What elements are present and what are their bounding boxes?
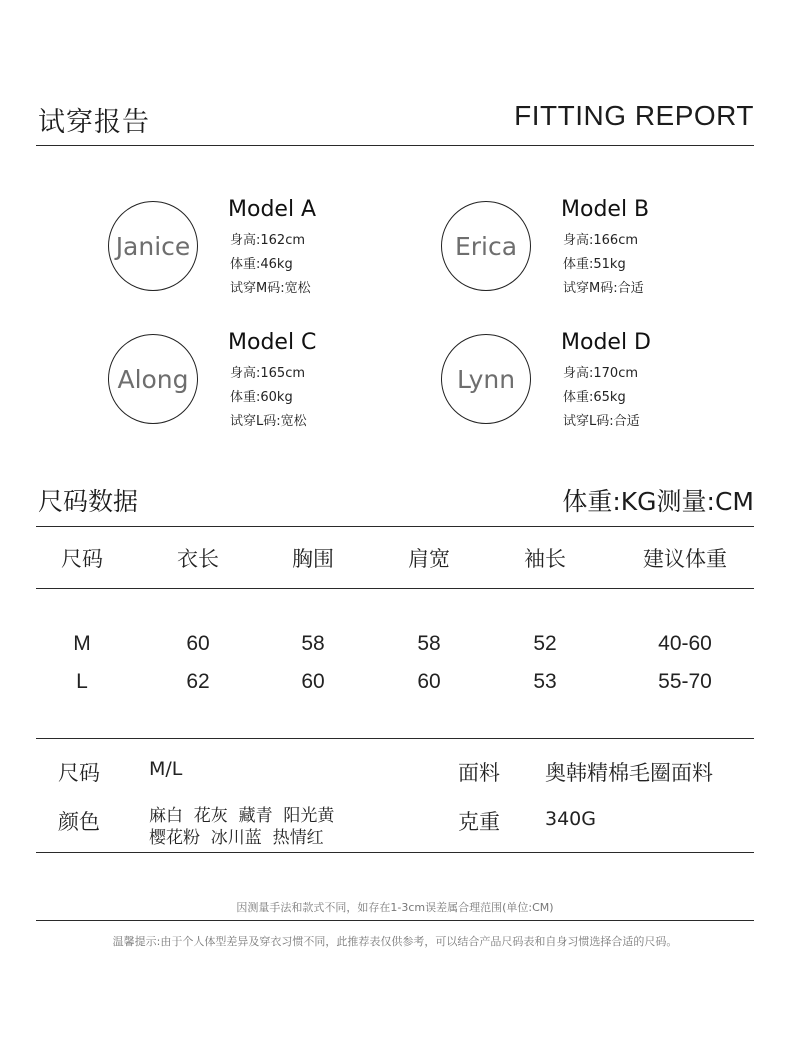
- model-card-d: [441, 330, 761, 444]
- color-line: 樱花粉 冰川蓝 热情红: [149, 828, 324, 848]
- measurement-note: 因测量手法和款式不同，如存在1-3cm误差属合理范围(单位:CM): [236, 901, 554, 914]
- model-avatar: Lynn: [441, 334, 531, 424]
- table-top-divider: [36, 526, 754, 527]
- model-card-b: [441, 197, 761, 311]
- page-title: 试穿报告: [38, 107, 150, 138]
- model-height: 身高:162cm: [230, 233, 306, 248]
- tip-note: 温馨提示:由于个人体型差异及穿衣习惯不同，此推荐表仅供参考，可以结合产品尺码表和自身习惯选择合适的尺码。: [112, 935, 678, 948]
- column-header-chest: 胸围: [292, 547, 334, 571]
- model-fit: 试穿M码:合适: [563, 281, 644, 296]
- fabric-value: 奥韩精棉毛圈面料: [545, 761, 713, 785]
- model-avatar: Janice: [108, 201, 198, 291]
- model-weight: 体重:51kg: [563, 257, 626, 272]
- color-options: [149, 805, 334, 849]
- size-value: M/L: [149, 758, 183, 780]
- header-divider: [36, 145, 754, 146]
- model-avatar: Erica: [441, 201, 531, 291]
- weight-value: 340G: [545, 808, 596, 830]
- notes-divider: [36, 920, 754, 921]
- model-height: 身高:165cm: [230, 366, 306, 381]
- model-weight: 体重:65kg: [563, 390, 626, 405]
- column-header-sleeve: 袖长: [524, 547, 566, 571]
- table-cell: 60: [186, 632, 210, 655]
- table-cell: 60: [301, 670, 325, 693]
- fabric-label: 面料: [458, 761, 500, 785]
- table-cell: 60: [417, 670, 441, 693]
- model-fit: 试穿L码:宽松: [230, 414, 307, 429]
- table-cell: 55-70: [658, 670, 712, 693]
- column-header-size: 尺码: [61, 547, 103, 571]
- info-top-divider: [36, 738, 754, 739]
- size-section-title: 尺码数据: [38, 487, 139, 516]
- table-header-divider: [36, 588, 754, 589]
- table-cell: 58: [417, 632, 441, 655]
- model-fit: 试穿M码:宽松: [230, 281, 311, 296]
- table-cell: 53: [533, 670, 557, 693]
- model-weight: 体重:60kg: [230, 390, 293, 405]
- color-label: 颜色: [58, 810, 100, 834]
- model-title: Model B: [561, 197, 650, 222]
- table-cell: 58: [301, 632, 325, 655]
- column-header-shoulder: 肩宽: [408, 547, 450, 571]
- model-weight: 体重:46kg: [230, 257, 293, 272]
- color-line: 麻白 花灰 藏青 阳光黄: [149, 806, 335, 826]
- weight-label: 克重: [458, 810, 500, 834]
- column-header-weight: 建议体重: [643, 547, 727, 571]
- table-cell: 62: [186, 670, 210, 693]
- table-cell: 52: [533, 632, 557, 655]
- info-bottom-divider: [36, 852, 754, 853]
- size-label: 尺码: [58, 761, 100, 785]
- table-cell: L: [76, 670, 88, 693]
- column-header-length: 衣长: [177, 547, 219, 571]
- table-cell: 40-60: [658, 632, 712, 655]
- model-height: 身高:166cm: [563, 233, 639, 248]
- table-cell: M: [73, 632, 91, 655]
- model-card-c: [108, 330, 428, 444]
- model-fit: 试穿L码:合适: [563, 414, 640, 429]
- model-title: Model A: [228, 197, 317, 222]
- size-section-units: 体重:KG测量:CM: [562, 487, 754, 516]
- model-card-a: [108, 197, 428, 311]
- page-title-english: FITTING REPORT: [514, 100, 754, 131]
- model-avatar: Along: [108, 334, 198, 424]
- model-title: Model C: [228, 330, 317, 355]
- model-title: Model D: [561, 330, 651, 355]
- model-height: 身高:170cm: [563, 366, 639, 381]
